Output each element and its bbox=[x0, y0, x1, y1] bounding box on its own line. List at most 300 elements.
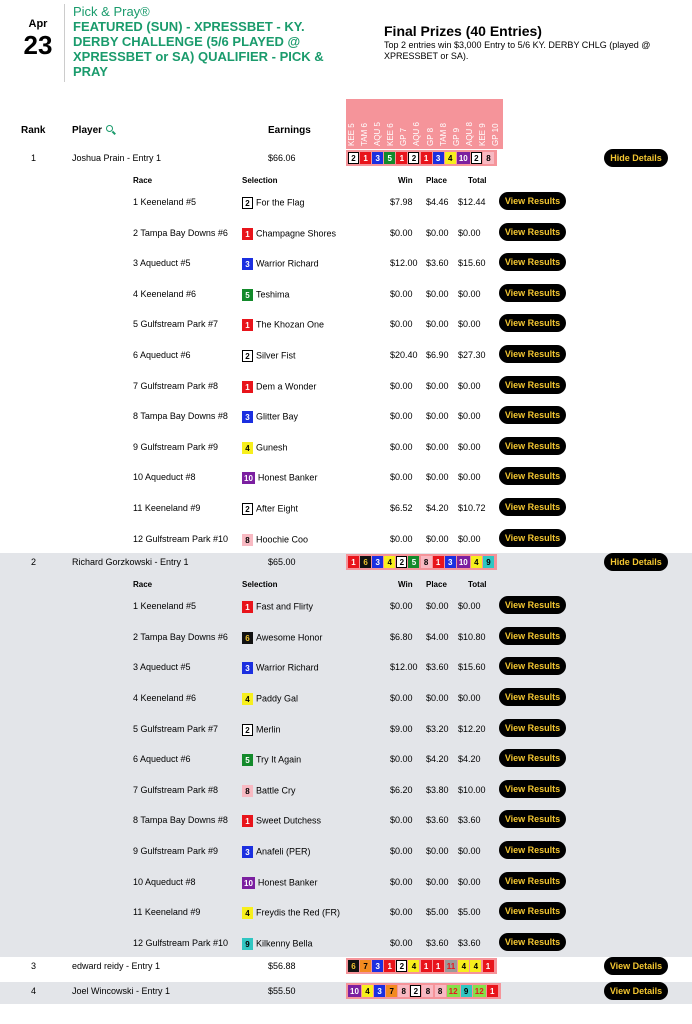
win-payout: $0.00 bbox=[390, 227, 413, 238]
total-payout: $0.00 bbox=[458, 533, 481, 544]
place-payout: $3.60 bbox=[426, 937, 449, 948]
place-payout: $3.20 bbox=[426, 723, 449, 734]
entry-rank: 2 bbox=[31, 557, 37, 568]
pick-number-chip: 4 bbox=[470, 960, 481, 972]
hide-details-button[interactable]: Hide Details bbox=[604, 553, 668, 571]
race-column-headers bbox=[346, 99, 503, 149]
selection bbox=[242, 258, 319, 270]
race-name: 10 Aqueduct #8 bbox=[133, 876, 196, 887]
win-payout: $0.00 bbox=[390, 288, 413, 299]
horse-name: Teshima bbox=[256, 289, 290, 300]
win-payout: $0.00 bbox=[390, 876, 413, 887]
selection bbox=[242, 662, 319, 674]
view-results-button[interactable]: View Results bbox=[499, 253, 566, 271]
win-payout: $0.00 bbox=[390, 533, 413, 544]
win-payout: $0.00 bbox=[390, 845, 413, 856]
selection bbox=[242, 907, 340, 919]
pick-number-chip: 10 bbox=[350, 987, 359, 997]
pick-number-chip: 6 bbox=[348, 960, 359, 972]
race-detail-row bbox=[0, 928, 692, 959]
pick-number-chip: 2 bbox=[410, 985, 421, 997]
selection bbox=[242, 632, 322, 644]
pick-number-chip: 12 bbox=[474, 987, 484, 997]
pick-number-chip: 1 bbox=[433, 556, 444, 568]
win-payout: $0.00 bbox=[390, 692, 413, 703]
race-column-header bbox=[464, 99, 477, 149]
view-results-button[interactable]: View Results bbox=[499, 498, 566, 516]
place-payout: $4.20 bbox=[426, 503, 449, 513]
pick-number-chip: 4 bbox=[445, 152, 456, 164]
selection-number-chip: 5 bbox=[242, 754, 253, 766]
horse-name: Merlin bbox=[256, 723, 281, 734]
pick-number-chip: 8 bbox=[421, 556, 432, 568]
race-detail-row bbox=[0, 248, 692, 279]
race-detail-row bbox=[0, 591, 692, 622]
horse-name: The Khozan One bbox=[256, 319, 325, 330]
contest-header bbox=[0, 0, 692, 90]
player-column-header bbox=[72, 125, 113, 136]
pick-number-chip: 4 bbox=[458, 960, 469, 972]
total-payout: $15.60 bbox=[458, 662, 486, 673]
leaderboard-entry bbox=[0, 957, 692, 979]
race-name: 8 Tampa Bay Downs #8 bbox=[133, 411, 228, 422]
race-detail-row bbox=[0, 652, 692, 683]
entry-player-name: Joshua Prain - Entry 1 bbox=[72, 153, 162, 163]
race-column-header bbox=[477, 99, 490, 149]
view-results-button[interactable]: View Results bbox=[499, 657, 566, 675]
view-results-button[interactable]: View Results bbox=[499, 780, 566, 798]
race-name: 3 Aqueduct #5 bbox=[133, 662, 191, 673]
place-payout: $0.00 bbox=[426, 441, 449, 452]
win-payout: $0.00 bbox=[390, 411, 413, 422]
horse-name: For the Flag bbox=[256, 197, 305, 208]
selection-number-chip: 8 bbox=[242, 534, 253, 546]
place-payout: $3.80 bbox=[426, 784, 449, 795]
race-detail-row bbox=[0, 493, 692, 524]
horse-name: Anafeli (PER) bbox=[256, 846, 311, 857]
selection bbox=[242, 228, 336, 240]
player-column-label: Player bbox=[72, 125, 103, 136]
view-results-button[interactable]: View Results bbox=[499, 284, 566, 302]
total-payout: $3.60 bbox=[458, 937, 481, 948]
details-header-place: Place bbox=[426, 176, 447, 185]
race-name: 12 Gulfstream Park #10 bbox=[133, 533, 229, 544]
details-header-place: Place bbox=[426, 580, 447, 590]
win-payout: $7.98 bbox=[390, 197, 413, 207]
race-column-header bbox=[490, 99, 503, 149]
entry-picks-strip bbox=[346, 554, 497, 570]
selection-number-chip: 6 bbox=[242, 632, 253, 644]
race-column-label: TAM 6 bbox=[360, 123, 370, 146]
details-header-selection: Selection bbox=[242, 176, 278, 185]
place-payout: $0.00 bbox=[426, 876, 449, 887]
pick-number-chip: 6 bbox=[360, 556, 371, 568]
horse-name: Warrior Richard bbox=[256, 662, 319, 673]
contest-title: FEATURED (SUN) - XPRESSBET - KY. DERBY CHALLENGE (5/6 PLAYED @ XPRESSBET or SA) QUALIFIER - PICK & PRAY bbox=[73, 19, 324, 79]
total-payout: $0.00 bbox=[458, 380, 481, 391]
pick-number-chip: 4 bbox=[384, 556, 395, 568]
view-results-button[interactable]: View Results bbox=[499, 376, 566, 394]
view-results-button[interactable]: View Results bbox=[499, 314, 566, 332]
selection-number-chip: 1 bbox=[242, 601, 253, 613]
pick-number-chip: 1 bbox=[421, 960, 432, 972]
total-payout: $10.00 bbox=[458, 784, 486, 795]
selection-number-chip: 8 bbox=[242, 785, 253, 797]
place-payout: $0.00 bbox=[426, 845, 449, 856]
total-payout: $0.00 bbox=[458, 876, 481, 887]
win-payout: $12.00 bbox=[390, 662, 418, 673]
race-column-header bbox=[385, 99, 398, 149]
total-payout: $0.00 bbox=[458, 845, 481, 856]
hide-details-button[interactable]: Hide Details bbox=[604, 149, 668, 167]
pick-number-chip: 2 bbox=[396, 556, 407, 568]
race-detail-row bbox=[0, 775, 692, 806]
pick-number-chip: 11 bbox=[446, 962, 456, 972]
win-payout: $0.00 bbox=[390, 601, 413, 612]
race-name: 3 Aqueduct #5 bbox=[133, 258, 191, 269]
win-payout: $9.00 bbox=[390, 723, 413, 734]
horse-name: Dem a Wonder bbox=[256, 380, 317, 391]
pick-number-chip: 1 bbox=[384, 960, 395, 972]
place-payout: $0.00 bbox=[426, 692, 449, 703]
entry-earnings: $56.88 bbox=[268, 961, 296, 972]
entry-picks-strip bbox=[346, 958, 497, 974]
selection bbox=[242, 503, 298, 515]
view-results-button[interactable]: View Results bbox=[499, 688, 566, 706]
race-name: 12 Gulfstream Park #10 bbox=[133, 937, 229, 948]
place-payout: $0.00 bbox=[426, 472, 449, 483]
details-header-win: Win bbox=[398, 580, 413, 590]
total-payout: $10.72 bbox=[458, 503, 486, 513]
selection-number-chip: 3 bbox=[242, 846, 253, 858]
win-payout: $0.00 bbox=[390, 380, 413, 391]
race-detail-row bbox=[0, 401, 692, 432]
entry-earnings: $66.06 bbox=[268, 153, 296, 163]
selection bbox=[242, 724, 281, 736]
selection-number-chip: 3 bbox=[242, 411, 253, 423]
place-payout: $0.00 bbox=[426, 319, 449, 330]
race-column-label: KEE 5 bbox=[347, 123, 356, 146]
race-detail-row bbox=[0, 187, 692, 218]
date-day: 23 bbox=[23, 30, 53, 60]
race-name: 1 Keeneland #5 bbox=[133, 601, 197, 612]
view-results-button[interactable]: View Results bbox=[499, 345, 566, 363]
selection-number-chip: 2 bbox=[242, 724, 253, 736]
pick-number-chip: 3 bbox=[374, 985, 385, 997]
total-payout: $0.00 bbox=[458, 288, 481, 299]
total-payout: $0.00 bbox=[458, 227, 481, 238]
view-results-button[interactable]: View Results bbox=[499, 627, 566, 645]
pick-number-chip: 9 bbox=[461, 985, 472, 997]
view-results-button[interactable]: View Results bbox=[499, 719, 566, 737]
pick-number-chip: 10 bbox=[458, 154, 468, 163]
horse-name: Gunesh bbox=[256, 442, 288, 453]
view-results-button[interactable]: View Results bbox=[499, 810, 566, 828]
pick-number-chip: 7 bbox=[360, 960, 371, 972]
view-results-button[interactable]: View Results bbox=[499, 223, 566, 241]
place-payout: $0.00 bbox=[426, 227, 449, 238]
total-payout: $0.00 bbox=[458, 319, 481, 330]
place-payout: $4.20 bbox=[426, 754, 449, 765]
horse-name: Awesome Honor bbox=[256, 632, 323, 643]
horse-name: Paddy Gal bbox=[256, 693, 299, 704]
horse-name: Sweet Dutchess bbox=[256, 815, 322, 826]
contest-date bbox=[18, 18, 58, 58]
selection-number-chip: 1 bbox=[242, 319, 253, 331]
race-column-label: KEE 6 bbox=[386, 123, 396, 146]
race-name: 1 Keeneland #5 bbox=[133, 197, 197, 207]
pick-number-chip: 8 bbox=[398, 985, 409, 997]
race-detail-row bbox=[0, 340, 692, 371]
details-header-race: Race bbox=[133, 580, 153, 590]
race-column-label: KEE 9 bbox=[477, 123, 487, 146]
total-payout: $27.30 bbox=[458, 350, 486, 360]
pick-number-chip: 5 bbox=[408, 556, 419, 568]
race-detail-row bbox=[0, 462, 692, 493]
selection bbox=[242, 442, 288, 454]
pick-number-chip: 12 bbox=[448, 987, 458, 997]
selection bbox=[242, 289, 290, 301]
race-detail-row bbox=[0, 805, 692, 836]
leaderboard-entry bbox=[0, 553, 692, 957]
win-payout: $0.00 bbox=[390, 815, 413, 826]
race-column-label: GP 9 bbox=[451, 127, 461, 146]
selection bbox=[242, 877, 317, 889]
earnings-column-header: Earnings bbox=[268, 125, 311, 136]
pick-number-chip: 5 bbox=[384, 152, 395, 164]
view-results-button[interactable]: View Results bbox=[499, 596, 566, 614]
view-results-button[interactable]: View Results bbox=[499, 841, 566, 859]
race-detail-row bbox=[0, 897, 692, 928]
selection-number-chip: 1 bbox=[242, 228, 253, 240]
win-payout: $12.00 bbox=[390, 258, 418, 269]
total-payout: $0.00 bbox=[458, 411, 481, 422]
pick-number-chip: 3 bbox=[433, 152, 444, 164]
place-payout: $4.00 bbox=[426, 631, 449, 642]
selection-number-chip: 2 bbox=[242, 197, 253, 209]
entry-player-name: Joel Wincowski - Entry 1 bbox=[72, 986, 171, 997]
horse-name: Kilkenny Bella bbox=[256, 938, 313, 949]
race-column-header bbox=[451, 99, 464, 149]
total-payout: $0.00 bbox=[458, 472, 481, 483]
race-name: 7 Gulfstream Park #8 bbox=[133, 784, 219, 795]
place-payout: $3.60 bbox=[426, 258, 449, 269]
view-details-button[interactable]: View Details bbox=[604, 957, 668, 975]
win-payout: $0.00 bbox=[390, 441, 413, 452]
entry-rank: 4 bbox=[31, 986, 37, 997]
race-detail-row bbox=[0, 218, 692, 249]
win-payout: $0.00 bbox=[390, 754, 413, 765]
place-payout: $0.00 bbox=[426, 601, 449, 612]
selection-number-chip: 5 bbox=[242, 289, 253, 301]
race-detail-row bbox=[0, 309, 692, 340]
pick-number-chip: 4 bbox=[408, 960, 419, 972]
race-detail-row bbox=[0, 744, 692, 775]
race-name: 6 Aqueduct #6 bbox=[133, 754, 191, 765]
details-header-win: Win bbox=[398, 176, 413, 185]
race-column-header bbox=[425, 99, 438, 149]
header-divider bbox=[64, 4, 65, 82]
leaderboard-entry bbox=[0, 149, 692, 553]
race-column-label: AQU 6 bbox=[412, 121, 422, 146]
race-column-header bbox=[359, 99, 372, 149]
win-payout: $0.00 bbox=[390, 937, 413, 948]
total-payout: $4.20 bbox=[458, 754, 481, 765]
pick-number-chip: 1 bbox=[487, 985, 498, 997]
horse-name: Freydis the Red (FR) bbox=[256, 907, 341, 918]
entry-rank: 1 bbox=[31, 153, 37, 163]
race-detail-row bbox=[0, 622, 692, 653]
place-payout: $3.60 bbox=[426, 815, 449, 826]
total-payout: $0.00 bbox=[458, 692, 481, 703]
race-name: 7 Gulfstream Park #8 bbox=[133, 380, 219, 391]
selection bbox=[242, 350, 296, 362]
horse-name: Fast and Flirty bbox=[256, 601, 314, 612]
view-results-button[interactable]: View Results bbox=[499, 933, 566, 951]
pick-number-chip: 3 bbox=[372, 960, 383, 972]
selection bbox=[242, 846, 311, 858]
pick-number-chip: 8 bbox=[483, 152, 494, 164]
selection-number-chip: 4 bbox=[242, 907, 253, 919]
entry-earnings: $65.00 bbox=[268, 557, 296, 568]
selection-number-chip: 10 bbox=[244, 878, 253, 888]
entry-picks-strip bbox=[346, 150, 497, 166]
pick-number-chip: 2 bbox=[348, 152, 359, 164]
place-payout: $0.00 bbox=[426, 411, 449, 422]
total-payout: $0.00 bbox=[458, 441, 481, 452]
horse-name: Honest Banker bbox=[257, 472, 318, 483]
total-payout: $15.60 bbox=[458, 258, 486, 269]
selection bbox=[242, 197, 305, 209]
race-column-label: AQU 5 bbox=[373, 121, 383, 146]
entry-player-name: edward reidy - Entry 1 bbox=[72, 961, 161, 972]
pick-number-chip: 1 bbox=[348, 556, 359, 568]
horse-name: Silver Fist bbox=[256, 350, 296, 361]
total-payout: $12.44 bbox=[458, 197, 486, 207]
race-column-label: AQU 8 bbox=[464, 121, 474, 146]
view-results-button[interactable]: View Results bbox=[499, 749, 566, 767]
pick-number-chip: 4 bbox=[471, 556, 482, 568]
race-detail-row bbox=[0, 371, 692, 402]
selection-number-chip: 2 bbox=[242, 503, 253, 515]
view-results-button[interactable]: View Results bbox=[499, 902, 566, 920]
details-header-total: Total bbox=[468, 176, 487, 185]
horse-name: Glitter Bay bbox=[256, 411, 299, 422]
game-brand: Pick & Pray® bbox=[73, 4, 150, 19]
race-detail-row bbox=[0, 714, 692, 745]
race-column-header bbox=[438, 99, 451, 149]
race-column-header bbox=[346, 99, 359, 149]
race-name: 11 Keeneland #9 bbox=[133, 907, 201, 918]
entry-rank: 3 bbox=[31, 961, 37, 972]
details-header-race: Race bbox=[133, 176, 153, 185]
selection bbox=[242, 534, 308, 546]
pick-number-chip: 10 bbox=[458, 558, 468, 568]
pick-number-chip: 3 bbox=[445, 556, 456, 568]
entry-picks-strip bbox=[346, 983, 501, 999]
selection-number-chip: 10 bbox=[244, 474, 253, 484]
win-payout: $6.20 bbox=[390, 784, 413, 795]
race-name: 10 Aqueduct #8 bbox=[133, 472, 196, 483]
view-results-button[interactable]: View Results bbox=[499, 529, 566, 547]
race-column-label: GP 10 bbox=[491, 123, 501, 146]
place-payout: $5.00 bbox=[426, 907, 449, 918]
selection-number-chip: 3 bbox=[242, 258, 253, 270]
horse-name: Battle Cry bbox=[256, 785, 296, 796]
horse-name: Warrior Richard bbox=[256, 258, 319, 269]
place-payout: $6.90 bbox=[426, 350, 449, 360]
race-column-label: TAM 8 bbox=[438, 123, 448, 146]
prizes-title: Final Prizes (40 Entries) bbox=[384, 23, 542, 39]
details-header-selection: Selection bbox=[242, 580, 278, 590]
race-name: 6 Aqueduct #6 bbox=[133, 350, 191, 360]
horse-name: Hoochie Coo bbox=[256, 533, 309, 544]
selection bbox=[242, 472, 317, 484]
pick-number-chip: 1 bbox=[433, 960, 444, 972]
entry-earnings: $55.50 bbox=[268, 986, 296, 997]
horse-name: Champagne Shores bbox=[256, 227, 337, 238]
win-payout: $0.00 bbox=[390, 472, 413, 483]
rank-column-header: Rank bbox=[21, 125, 46, 136]
selection-number-chip: 4 bbox=[242, 442, 253, 454]
race-column-label: GP 7 bbox=[399, 127, 409, 146]
race-column-header bbox=[398, 99, 411, 149]
race-name: 4 Keeneland #6 bbox=[133, 692, 197, 703]
win-payout: $6.80 bbox=[390, 631, 413, 642]
details-header-total: Total bbox=[468, 580, 487, 590]
view-results-button[interactable]: View Results bbox=[499, 437, 566, 455]
view-results-button[interactable]: View Results bbox=[499, 192, 566, 210]
win-payout: $6.52 bbox=[390, 503, 413, 513]
total-payout: $3.60 bbox=[458, 815, 481, 826]
race-name: 9 Gulfstream Park #9 bbox=[133, 845, 219, 856]
pick-number-chip: 1 bbox=[421, 152, 432, 164]
place-payout: $3.60 bbox=[426, 662, 449, 673]
place-payout: $0.00 bbox=[426, 380, 449, 391]
selection bbox=[242, 319, 324, 331]
view-results-button[interactable]: View Results bbox=[499, 872, 566, 890]
race-detail-row bbox=[0, 867, 692, 898]
selection-number-chip: 4 bbox=[242, 693, 253, 705]
race-name: 11 Keeneland #9 bbox=[133, 503, 201, 513]
race-detail-row bbox=[0, 683, 692, 714]
search-icon[interactable] bbox=[106, 125, 113, 132]
race-detail-row bbox=[0, 836, 692, 867]
pick-number-chip: 3 bbox=[372, 152, 383, 164]
selection bbox=[242, 785, 296, 797]
view-details-button[interactable]: View Details bbox=[604, 982, 668, 1000]
pick-number-chip: 8 bbox=[422, 985, 433, 997]
race-detail-row bbox=[0, 524, 692, 555]
selection-number-chip: 1 bbox=[242, 381, 253, 393]
view-results-button[interactable]: View Results bbox=[499, 467, 566, 485]
race-name: 2 Tampa Bay Downs #6 bbox=[133, 631, 228, 642]
pick-number-chip: 2 bbox=[408, 152, 419, 164]
race-column-header bbox=[411, 99, 424, 149]
selection bbox=[242, 815, 321, 827]
win-payout: $20.40 bbox=[390, 350, 418, 360]
selection-number-chip: 1 bbox=[242, 815, 253, 827]
win-payout: $0.00 bbox=[390, 319, 413, 330]
selection bbox=[242, 601, 313, 613]
total-payout: $10.80 bbox=[458, 631, 486, 642]
race-column-header bbox=[372, 99, 385, 149]
selection-number-chip: 2 bbox=[242, 350, 253, 362]
view-results-button[interactable]: View Results bbox=[499, 406, 566, 424]
prizes-description: Top 2 entries win $3,000 Entry to 5/6 KY. DERBY CHLG (played @ XPRESSBET or SA). bbox=[384, 40, 651, 61]
race-name: 4 Keeneland #6 bbox=[133, 288, 197, 299]
horse-name: After Eight bbox=[256, 503, 299, 514]
